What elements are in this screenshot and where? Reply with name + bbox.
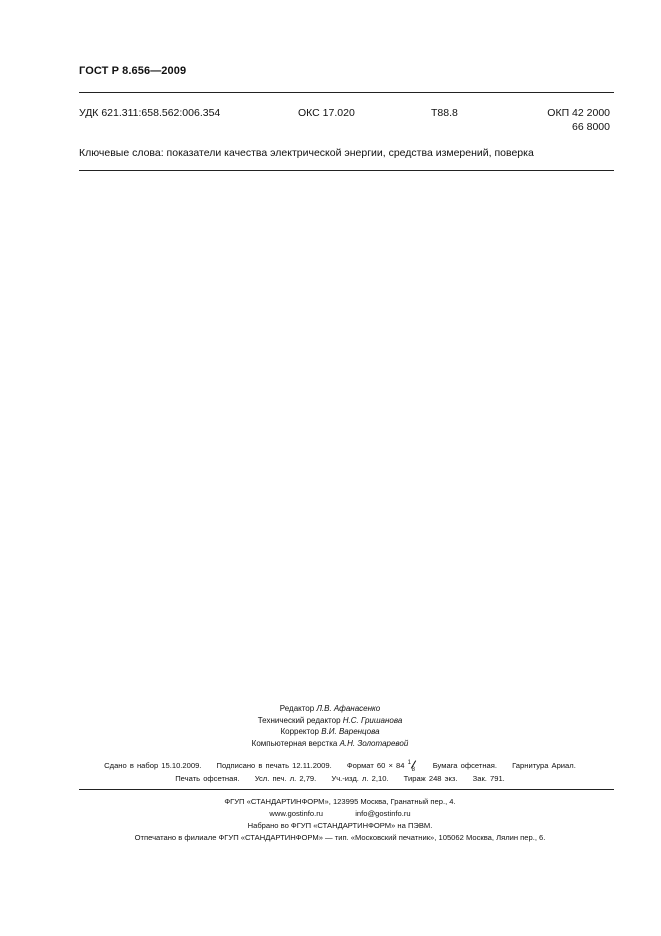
publication-divider [79,789,614,790]
publisher-address: ФГУП «СТАНДАРТИНФОРМ», 123995 Москва, Гранатный пер., 4. [224,797,456,806]
email-link[interactable]: info@gostinfo.ru [355,809,411,818]
standard-designation: ГОСТ Р 8.656—2009 [79,65,187,77]
format-denominator: 8 [411,767,415,773]
order-number: Зак. 791. [472,774,505,783]
oks-code: ОКС 17.020 [298,107,355,119]
printed-note: Отпечатано в филиале ФГУП «СТАНДАРТИНФОРМ» — тип. «Московский печатник», 105062 Москва, Лялин пер., 6. [134,833,546,842]
staff-role: Корректор [280,727,319,736]
print-type: Печать офсетная. [175,774,240,783]
circulation: Тираж 248 экз. [403,774,458,783]
staff-layout [120,738,540,750]
staff-role: Технический редактор [257,715,341,725]
set-date: Сдано в набор 15.10.2009. [104,761,202,770]
publisher-contacts [70,808,610,820]
keywords-divider [79,170,614,171]
publisher-sheets: Уч.-изд. л. 2,10. [331,774,389,783]
format-numerator: 1 [407,760,411,766]
keywords: Ключевые слова: показатели качества электрической энергии, средства измерений, поверка [79,147,534,159]
staff-editor [120,703,540,715]
format-fraction [407,760,418,773]
staff-name: Л.В. Афанасенко [316,704,381,713]
publication-line-2 [70,773,610,785]
okp-line-1: ОКП 42 2000 [547,107,610,119]
paper: Бумага офсетная. [432,761,497,770]
typeset-note: Набрано во ФГУП «СТАНДАРТИНФОРМ» на ПЭВМ. [247,821,433,830]
top-divider [79,92,614,93]
staff-corrector [120,726,540,738]
staff-credits [120,703,540,749]
website-link[interactable]: www.gostinfo.ru [269,809,323,818]
udk-code: УДК 621.311:658.562:006.354 [79,107,221,119]
signed-date: Подписано в печать 12.11.2009. [216,761,332,770]
staff-tech-editor [120,715,540,727]
typeface: Гарнитура Ариал. [512,761,576,770]
staff-name: А.Н. Золотаревой [339,738,409,748]
t-code: Т88.8 [431,107,458,119]
okp-code [540,106,610,134]
format [346,760,418,773]
staff-role: Редактор [279,704,315,713]
print-sheets: Усл. печ. л. 2,79. [254,774,317,783]
format-text: Формат 60 × 84 [346,761,405,770]
staff-role: Компьютерная верстка [251,738,338,748]
okp-line-2: 66 8000 [572,121,610,133]
publication-line-1 [70,760,610,772]
staff-name: В.И. Варенцова [321,727,380,736]
staff-name: Н.С. Гришанова [342,715,403,725]
